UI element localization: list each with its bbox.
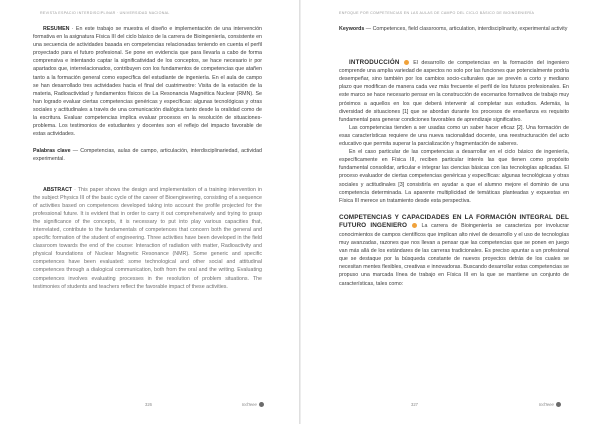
right-footer-brand: [539, 402, 561, 407]
left-column: [33, 25, 262, 291]
right-page: [301, 0, 600, 424]
resumen-text: · En este trabajo se muestra el diseño e implementación de una intervención formativa en la asignatura Física III del ciclo básico de la carrera de Bioingeniería, consistente en una secuencia de actividades basada en competencias relacionadas teniendo en cuenta el perfil proyectado para el futuro profesional. Se pone en evidencia que para llevarla a cabo de forma comprensiva e intentando captar la significatividad de los conceptos, se hace necesario ir por apartados que, interrelacionados, contribuyen con los fundamentos de competencias que atañen tanto a la formación general como específica del estudiante de ingeniería. En el aula de campo se han desarrollado tres actividades hacia el final del cuatrimestre: Visita de la estación de la materia, Radioactividad y fundamentos físicos de La Resonancia Magnética Nuclear (RMN). Se han logrado evaluar ciertas competencias genéricas y específicas: algunas tecnológicas y otras sociales y actitudinales a través de una comunicación dialógica tanto desde la oralidad como de la escritura. Evaluar competencias implica evaluar procesos en la resolución de situaciones-problema. Los testimonios de estudiantes y docentes son el reflejo del impacto favorable de estas actividades.: [33, 26, 262, 138]
intro-paragraph-1: [339, 59, 569, 124]
keywords-label: Keywords: [339, 26, 365, 32]
palabras-clave: [33, 147, 262, 163]
right-running-head: ENFOQUE POR COMPETENCIAS EN LAS AULAS DE CAMPO DEL CICLO BÁSICO DE BIOINGENIERÍA: [339, 11, 535, 15]
right-brand-text: Ind'Ieee: [539, 402, 554, 407]
left-footer-brand: [242, 402, 264, 407]
section-bullet-icon: [412, 223, 417, 228]
left-page-number: 326: [145, 402, 152, 407]
section-bullet-icon: [404, 60, 409, 65]
brand-logo-icon: [259, 402, 264, 407]
right-column: [339, 25, 569, 288]
keywords-text: — Competences, field classrooms, articulation, interdisciplinarity, experimental activity: [364, 26, 568, 32]
resumen-paragraph: [33, 25, 262, 138]
intro-text-1: El desarrollo de competencias en la formación del ingeniero comprende una amplia variedad de aspectos no solo por las funciones que potencialmente podría desempeñar, sino también por los cambios socio-culturales que se prevén a corto y mediano plazo que modifican de manera cada vez más frecuente el perfil de los futuros profesionales. En este marco se hace necesario pensar en la construcción de escenarios formativos de trabajo muy próximos a aquellos en los que deberá intervenir al completar sus estudios. Además, la diversidad de situaciones [1] que se abordan durante los procesos de enseñanza es requisito fundamental para generar condiciones favorables de aprendizaje significativo.: [339, 60, 569, 123]
competencias-text: La carrera de Bioingeniería se caracteriza por involucrar conocimientos de campos científicos que implican alto nivel de desarrollo y el uso de tecnologías muy avanzadas, razones que nos llevan a pensar que las competencias que se ponen en juego van más allá de los estándares de las carreras tradicionales. Es preciso apuntar a un profesional que se destaque por la búsqueda constante de nuevos proyectos detrás de los cuales se necesitan mentes flexibles, creativas e innovadoras. Buscando desarrollar estas competencias se propuso una marcada línea de trabajo en Física III en la que se mantiene un conjunto de características, tales como:: [339, 223, 569, 287]
competencias-heading: COMPETENCIAS Y CAPACIDADES EN LA FORMACIÓN INTEGRAL DEL FUTURO INGENIERO: [339, 213, 569, 230]
resumen-label: RESUMEN: [43, 26, 70, 32]
left-brand-text: Ind'Ieee: [242, 402, 257, 407]
abstract-paragraph: [33, 186, 262, 291]
right-page-number: 327: [411, 402, 418, 407]
abstract-text: · This paper shows the design and implementation of a training intervention in the subject Physics III of the basic cycle of the career of Bioengineering, consisting of a sequence of activities based on competences developed taking into account the profile projected for the professional future. It is evident that in order to carry it out comprehensively and trying to grasp the significance of the concepts, it is necessary to put into play various capacities that, interrelated, contribute to the fundamentals of competences that concern both the general and specific formation of the student of engineering. Three activities have been developed in the field classroom towards the end of the course: Interaction of radiation with matter, Radioactivity and physical foundations of Nuclear Magnetic Resonance (NMR). Some generic and specific competences have been evaluated: some technological and other social and attitudinal competences through a dialogical communication, both from the oral and the writing. Evaluating competences involves evaluating processes in the resolution of problem situations. The testimonies of students and teachers reflect the favorable impact of these activities.: [33, 186, 262, 290]
left-running-head: REVISTA ESPACIO INTERDISCIPLINAR · UNIVERSIDAD NACIONAL: [40, 11, 170, 15]
intro-heading: INTRODUCCIÓN: [349, 59, 400, 67]
intro-paragraph-3: En el caso particular de las competencias a desarrollar en el ciclo básico de ingeniería, específicamente en Física III, reciben particular interés las que tienen como propósito fundamental consolidar, articular e integrar las ciencias básicas con las tecnologías aplicadas. El proceso evaluador de ciertas competencias genéricas y específicas: algunas tecnológicas y otras sociales y actitudinales [3] consistiría en ayudar a que el alumno mejore el dominio de una competencia determinada. La aparente multiplicidad de temáticas planteadas y expuestas en Física III merece un tratamiento desde esta perspectiva.: [339, 149, 569, 204]
left-page: [0, 0, 299, 424]
brand-logo-icon: [556, 402, 561, 407]
competencias-paragraph: [339, 214, 569, 288]
intro-paragraph-2: Las competencias tienden a ser usadas como un saber hacer eficaz [2]. Una formación de esas características requiere de una nueva racionalidad docente, una reestructuración del acto educativo que permita superar la parcialización y fragmentación de saberes.: [339, 124, 569, 148]
palabras-clave-label: Palabras clave: [33, 148, 71, 155]
keywords: [339, 25, 569, 33]
abstract-label: ABSTRACT: [43, 186, 73, 193]
palabras-clave-text: — Competencias, aulas de campo, articulación, interdisciplinariedad, actividad experimental.: [33, 148, 262, 163]
